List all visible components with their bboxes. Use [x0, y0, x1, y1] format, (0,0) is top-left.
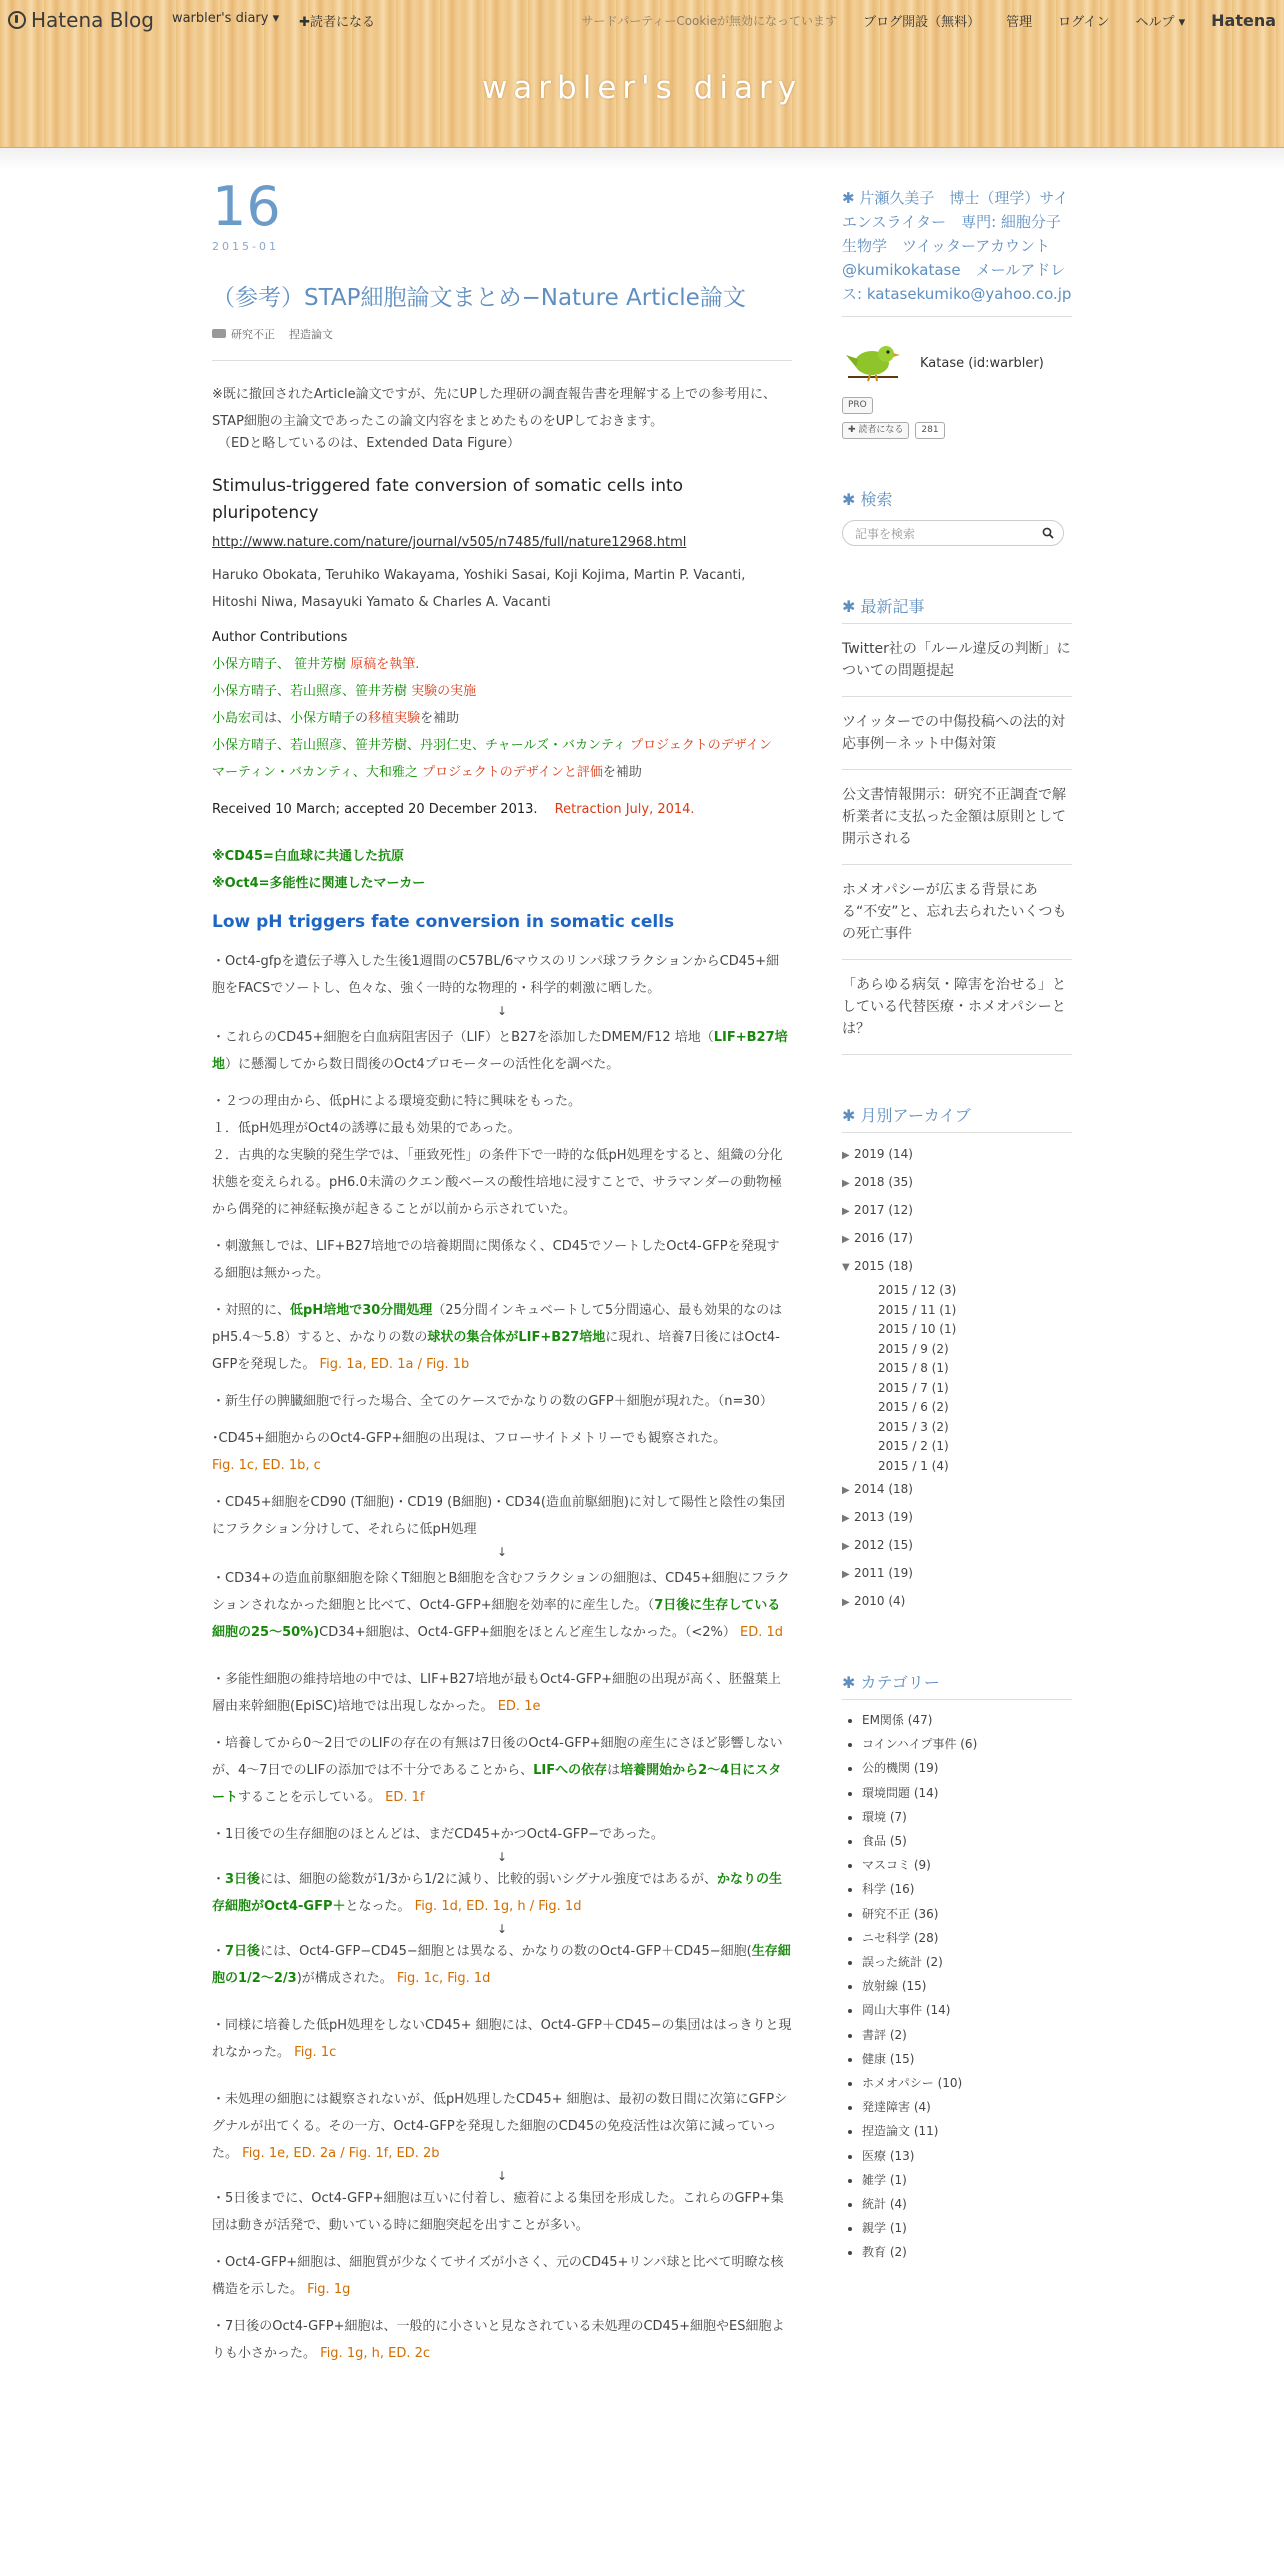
expand-triangle-icon[interactable]: ▶	[842, 1569, 850, 1580]
archive-list	[842, 1141, 1072, 1616]
archive-year	[842, 1560, 1072, 1588]
archive-year	[842, 1169, 1072, 1197]
contrib-line	[212, 759, 792, 786]
down-arrow: ↓	[496, 1004, 508, 1018]
figure-ref: ED. 1f	[385, 1790, 425, 1805]
category-link[interactable]: • 放射線 (15)	[862, 1974, 1072, 1998]
bullet-text	[212, 1938, 792, 1992]
logo-text: Hatena Blog	[31, 8, 154, 32]
archive-month-link[interactable]: 2015 / 9 (2)	[878, 1341, 949, 1356]
text: は	[607, 1763, 621, 1778]
search-icon[interactable]	[1042, 527, 1054, 539]
global-header	[0, 0, 1284, 40]
collapse-triangle-icon[interactable]: ▼	[842, 1262, 850, 1273]
text-emph: 7日後に生存している細胞の25〜50%)	[212, 1598, 781, 1640]
category-link[interactable]: • 健康 (15)	[862, 2047, 1072, 2071]
text: )が構成された。	[296, 1971, 393, 1986]
category-link[interactable]: • 岡山大事件 (14)	[862, 1998, 1072, 2022]
bullet-text: ・Oct4-gfpを遺伝子導入した生後1週間のC57BL/6マウスのリンパ球フラクションからCD45+細胞をFACSでソートし、色々な、強く一時的な物理的・科学的刺激に晒した。	[212, 954, 780, 996]
note-oct4: ※Oct4=多能性に関連したマーカー	[212, 876, 426, 891]
bullet-text	[212, 2249, 792, 2303]
category-link[interactable]: • 環境問題 (14)	[862, 1781, 1072, 1805]
search-input[interactable]	[842, 520, 1064, 546]
recent-list	[842, 624, 1072, 1055]
entry-title[interactable]: （参考）STAP細胞論文まとめ−Nature Article論文	[212, 285, 746, 311]
archive-month-link[interactable]: 2015 / 7 (1)	[878, 1380, 949, 1395]
text: ・7日後のOct4-GFP+細胞は、一般的に小さいと見なされている未処理のCD45+細胞やES細胞よりも小さかった。	[212, 2319, 785, 2361]
bullet-text	[212, 1866, 792, 1920]
category-link[interactable]: • 科学 (16)	[862, 1877, 1072, 1901]
blog-title[interactable]: warbler's diary	[481, 70, 803, 106]
category-link[interactable]: • ニセ科学 (28)	[862, 1926, 1072, 1950]
expand-triangle-icon[interactable]: ▶	[842, 1206, 850, 1217]
category-link[interactable]: 捏造論文	[289, 328, 333, 341]
contrib-text: を補助	[602, 765, 642, 780]
profile-name[interactable]: Katase (id:warbler)	[920, 355, 1044, 371]
category-tag-icon	[212, 329, 226, 338]
contrib-heading: Author Contributions	[212, 630, 348, 645]
archive-year-link[interactable]: 2016 (17)	[854, 1231, 913, 1245]
category-link[interactable]: 研究不正	[231, 328, 275, 341]
article-link[interactable]: http://www.nature.com/nature/journal/v505/n7485/full/nature12968.html	[212, 535, 687, 550]
text: ・CD34+の造血前駆細胞を除くT細胞とB細胞を含むフラクションの細胞は、CD45+細胞にフラクションされなかった細胞と比べて、Oct4-GFP+細胞を効率的に産生した。（	[212, 1571, 790, 1613]
figure-ref: Fig. 1g, h, ED. 2c	[320, 2346, 431, 2361]
text: ）に懸濁してから数日間後のOct4プロモーターの活性化を調べた。	[225, 1057, 620, 1072]
bullet-text: ・5日後までに、Oct4-GFP+細胞は互いに付着し、癒着による集団を形成した。これらのGFP+集団は動きが活発で、動いている時に細胞突起を出すことが多い。	[212, 2191, 784, 2233]
expand-triangle-icon[interactable]: ▶	[842, 1597, 850, 1608]
down-arrow: ↓	[496, 1545, 508, 1559]
received-date: Received 10 March; accepted 20 December 2013.	[212, 802, 538, 817]
text: ・Oct4-GFP+細胞は、細胞質が少なくてサイズが小さく、元のCD45+リンパ球と比べて明瞭な核構造を示した。	[212, 2255, 784, 2297]
contrib-role: 原稿を執筆.	[350, 657, 420, 672]
text-emph: 7日後	[225, 1944, 261, 1959]
archive-year	[842, 1253, 1072, 1281]
text: ・多能性細胞の維持培地の中では、LIF+B27培地が最もOct4-GFP+細胞の出現が高く、胚盤葉上層由来幹細胞(EpiSC)培地では出現しなかった。	[212, 1672, 781, 1714]
text: ・対照的に、	[212, 1303, 291, 1318]
contrib-role: 実験の実施	[411, 684, 477, 699]
bullet-text	[212, 1730, 792, 1811]
text: ・同様に培養した低pH処理をしないCD45+ 細胞には、Oct4-GFP＋CD45−の集団ははっきりと現れなかった。	[212, 2018, 792, 2060]
text: ・培養してから0〜2日でのLIFの存在の有無は7日後のOct4-GFP+細胞の産生にさほど影響しないが、4〜7日でのLIFの添加では不十分であることから、	[212, 1736, 783, 1778]
bullet-text	[212, 2086, 792, 2167]
recent-entry-link[interactable]: ホメオパシーが広まる背景にある“不安”と、忘れ去られたいくつもの死亡事件	[842, 865, 1072, 960]
category-link[interactable]: • ホメオパシー (10)	[862, 2071, 1072, 2095]
cookie-notice[interactable]: サードパーティーCookieが無効になっています	[581, 13, 838, 28]
archive-year-link[interactable]: 2015 (18)	[854, 1259, 913, 1273]
figure-ref: ED. 1e	[497, 1699, 541, 1714]
category-link[interactable]: • 誤った統計 (2)	[862, 1950, 1072, 1974]
entry-day[interactable]: 16	[212, 175, 281, 238]
article-title: Stimulus-triggered fate conversion of somatic cells into pluripotency	[212, 476, 684, 523]
category-link[interactable]: • 発達障害 (4)	[862, 2095, 1072, 2119]
bullet-text: ・1日後での生存細胞のほとんどは、まだCD45+かつOct4-GFP−であった。	[212, 1827, 664, 1842]
search-placeholder: 記事を検索	[855, 527, 916, 541]
open-blog-link[interactable]: ブログ開設（無料）	[863, 14, 981, 30]
bullet-text	[212, 1297, 792, 1378]
contrib-line	[212, 651, 792, 678]
text: ・	[212, 1872, 226, 1887]
bullet-text: ２．古典的な実験的発生学では、「亜致死性」の条件下で一時的な低pH処理をすると、組織の分化状態を変えられる。pH6.0未満のクエン酸ベースの酸性培地に浸すことで、サラマンダーの動物極から偶発的に神経転換が起きることが以前から示されていた。	[212, 1148, 783, 1217]
bullet-text: １．低pH処理がOct4の誘導に最も効果的であった。	[212, 1121, 521, 1136]
hatena-logo-icon	[8, 11, 26, 29]
retraction-date: Retraction July, 2014.	[554, 802, 695, 817]
contrib-line	[212, 705, 792, 732]
archive-year	[842, 1532, 1072, 1560]
subscribe-button[interactable]: ✚ 読者になる	[842, 422, 909, 439]
archive-year-link[interactable]: 2013 (19)	[854, 1510, 913, 1524]
contrib-names: 小保方晴子、若山照彦、笹井芳樹、丹羽仁史、チャールズ・バカンティ	[212, 738, 631, 753]
category-link[interactable]: • 環境 (7)	[862, 1805, 1072, 1829]
archive-month-link[interactable]: 2015 / 8 (1)	[878, 1361, 949, 1375]
recent-entry-link[interactable]: 「あらゆる病気・障害を治せる」としている代替医療・ホメオパシーとは？	[842, 960, 1072, 1055]
archive-year	[842, 1588, 1072, 1616]
archive-year-link[interactable]: 2014 (18)	[854, 1482, 913, 1496]
section-heading: Low pH triggers fate conversion in somatic cells	[212, 912, 675, 932]
entry	[212, 175, 792, 2367]
bullet-text	[212, 2313, 792, 2367]
category-link[interactable]: • コインハイプ事件 (6)	[862, 1732, 1072, 1756]
search-heading: ✱ 検索	[842, 487, 1072, 516]
figure-ref: Fig. 1c, Fig. 1d	[396, 1971, 491, 1986]
category-link[interactable]: • 統計 (4)	[862, 2192, 1072, 2216]
intro-text: ※既に撤回されたArticle論文ですが、先にUPした理研の調査報告書を理解する上での参考用に、STAP細胞の主論文であったこの論文内容をまとめたものをUPしておきます。	[212, 387, 776, 429]
contrib-text: は、	[264, 711, 291, 726]
figure-ref: Fig. 1c	[294, 2045, 337, 2060]
intro-note: （EDと略しているのは、Extended Data Figure）	[218, 436, 520, 451]
archive-year-link[interactable]: 2019 (14)	[854, 1147, 913, 1161]
reader-count: 281	[915, 422, 944, 439]
profile-card	[842, 337, 1072, 389]
archive-year-link[interactable]: 2017 (12)	[854, 1203, 913, 1217]
text-emph: 球状の集合体がLIF+B27培地	[427, 1330, 606, 1345]
article-authors: Haruko Obokata, Teruhiko Wakayama, Yoshiki Sasai, Koji Kojima, Martin P. Vacanti, Hitoshi Niwa, Masayuki Yamato & Charles A. Vacanti	[212, 568, 746, 610]
text: （25分間インキュベートして5分間遠心、最も効果的なのはpH5.4〜5.8）すると、かなりの数の	[212, 1303, 783, 1345]
entry-categories	[212, 326, 792, 361]
figure-ref: Fig. 1d, ED. 1g, h / Fig. 1d	[414, 1899, 582, 1914]
archive-month-link[interactable]: 2015 / 11 (1)	[878, 1302, 957, 1317]
subscribe-link[interactable]: ✚読者になる	[299, 14, 376, 30]
archive-month-link[interactable]: 2015 / 3 (2)	[878, 1419, 949, 1434]
blog-menu-link[interactable]: warbler's diary ▾	[171, 10, 280, 26]
contrib-text: を補助	[420, 711, 460, 726]
header-shadow	[0, 148, 1284, 170]
contrib-line	[212, 732, 792, 759]
down-arrow: ↓	[496, 1850, 508, 1864]
bullet-text	[212, 1565, 792, 1646]
bird-avatar-icon[interactable]	[842, 337, 904, 389]
archive-year	[842, 1504, 1072, 1532]
category-link[interactable]: • 捏造論文 (11)	[862, 2119, 1072, 2143]
contrib-text: の	[355, 711, 369, 726]
recent-entry-link[interactable]: ツイッターでの中傷投稿への法的対応事例－ネット中傷対策	[842, 697, 1072, 770]
text-emph: 生存細胞の1/2〜2/3	[212, 1944, 791, 1986]
contrib-names: マーティン・バカンティ、大和雅之	[212, 765, 423, 780]
category-link[interactable]: • 医療 (13)	[862, 2144, 1072, 2168]
recent-heading: ✱ 最新記事	[842, 594, 1072, 624]
hatena-blog-logo[interactable]	[8, 8, 154, 32]
category-heading: ✱ カテゴリー	[842, 1670, 1072, 1700]
category-link[interactable]: • 雑学 (1)	[862, 2168, 1072, 2192]
profile-description[interactable]: ✱ 片瀬久美子 博士（理学）サイエンスライター 専門: 細胞分子生物学 ツイッターアカウント @kumikokatase メールアドレス: katasekumiko@yahoo.co.jp	[842, 186, 1072, 317]
text: ・未処理の細胞には観察されないが、低pH処理したCD45+ 細胞は、最初の数日間に次第にGFPシグナルが出てくる。その一方、Oct4-GFPを発現した細胞のCD45の免疫活性は次第に減っていった。	[212, 2092, 788, 2161]
recent-entry-link[interactable]: 公文書情報開示：研究不正調査で解析業者に支払った金額は原則として開示される	[842, 770, 1072, 865]
archive-year	[842, 1197, 1072, 1225]
expand-triangle-icon[interactable]: ▶	[842, 1485, 850, 1496]
sidebar	[842, 186, 1072, 2265]
archive-year-link[interactable]: 2010 (4)	[854, 1594, 906, 1608]
text-emph: かなりの生存細胞がOct4-GFP＋	[212, 1872, 783, 1914]
archive-year	[842, 1141, 1072, 1169]
archive-year	[842, 1225, 1072, 1253]
category-link[interactable]: • 研究不正 (36)	[862, 1902, 1072, 1926]
help-menu[interactable]: ヘルプ ▾	[1135, 14, 1186, 30]
down-arrow: ↓	[496, 2169, 508, 2183]
figure-ref: Fig. 1e, ED. 2a / Fig. 1f, ED. 2b	[242, 2146, 440, 2161]
archive-heading: ✱ 月別アーカイブ	[842, 1103, 1072, 1133]
entry-content	[212, 381, 792, 2367]
bullet-text	[212, 1024, 792, 1078]
contrib-names: 小保方晴子、 笹井芳樹	[212, 657, 351, 672]
archive-month-link[interactable]: 2015 / 10 (1)	[878, 1322, 957, 1336]
manage-link[interactable]: 管理	[1006, 14, 1033, 30]
bullet-text	[212, 1425, 792, 1479]
expand-triangle-icon[interactable]: ▶	[842, 1150, 850, 1161]
category-link[interactable]: • 公的機関 (19)	[862, 1756, 1072, 1780]
archive-month-link[interactable]: 2015 / 12 (3)	[878, 1283, 957, 1297]
contrib-names: 小保方晴子	[290, 711, 356, 726]
down-arrow: ↓	[496, 1922, 508, 1936]
archive-year-link[interactable]: 2018 (35)	[854, 1175, 913, 1189]
text-emph: LIF+B27培地	[212, 1030, 788, 1072]
expand-triangle-icon[interactable]: ▶	[842, 1513, 850, 1524]
text: に現れ、培養7日後にはOct4-GFPを発現した。	[212, 1330, 780, 1372]
text: することを示している。	[238, 1790, 382, 1805]
archive-year-link[interactable]: 2011 (19)	[854, 1566, 913, 1580]
bullet-text: ・新生仔の脾臓細胞で行った場合、全てのケースでかなりの数のGFP＋細胞が現れた。（n=30）	[212, 1394, 773, 1409]
text: ・これらのCD45+細胞を白血病阻害因子（LIF）とB27を添加したDMEM/F12 培地（	[212, 1030, 714, 1045]
bullet-text	[212, 1666, 792, 1720]
category-link[interactable]: • 食品 (5)	[862, 1829, 1072, 1853]
category-link[interactable]: • 教育 (2)	[862, 2240, 1072, 2264]
note-cd45: ※CD45=白血球に共通した抗原	[212, 849, 404, 864]
text: には、細胞の総数が1/3から1/2に減り、比較的弱いシグナル強度ではあるが、	[260, 1872, 717, 1887]
archive-year	[842, 1476, 1072, 1504]
hatena-brand-link[interactable]: Hatena	[1211, 10, 1276, 30]
login-link[interactable]: ログイン	[1058, 14, 1110, 30]
pro-badge: PRO	[842, 397, 873, 414]
category-link[interactable]: • EM関係 (47)	[862, 1708, 1072, 1732]
text: となった。	[345, 1899, 411, 1914]
category-link[interactable]: • 書評 (2)	[862, 2023, 1072, 2047]
figure-ref: Fig. 1a, ED. 1a / Fig. 1b	[319, 1357, 470, 1372]
contrib-role: 移植実験	[368, 711, 421, 726]
category-list	[842, 1708, 1072, 2265]
contrib-names: 小保方晴子、若山照彦、笹井芳樹	[212, 684, 412, 699]
category-link[interactable]: • 親学 (1)	[862, 2216, 1072, 2240]
bullet-text: ・刺激無しでは、LIF+B27培地での培養期間に関係なく、CD45でソートしたOct4-GFPを発現する細胞は無かった。	[212, 1239, 780, 1281]
contrib-names: 小島宏司	[212, 711, 265, 726]
contrib-role: プロジェクトのデザインと評価	[422, 765, 603, 780]
bullet-text: ・２つの理由から、低pHによる環境変動に特に興味をもった。	[212, 1094, 582, 1109]
bullet-text	[212, 2012, 792, 2066]
text: ・	[212, 1944, 226, 1959]
entry-month: 2015-01	[212, 240, 279, 253]
archive-year-link[interactable]: 2012 (15)	[854, 1538, 913, 1552]
expand-triangle-icon[interactable]: ▶	[842, 1178, 850, 1189]
figure-ref: ED. 1d	[740, 1625, 784, 1640]
archive-month-link[interactable]: 2015 / 1 (4)	[878, 1458, 949, 1473]
category-link[interactable]: • マスコミ (9)	[862, 1853, 1072, 1877]
figure-ref: Fig. 1c, ED. 1b, c	[212, 1458, 321, 1473]
bullet-text: ・CD45+細胞をCD90 (T細胞)・CD19 (B細胞)・CD34(造血前駆細胞)に対して陽性と陰性の集団にフラクション分けして、それらに低pH処理	[212, 1495, 785, 1537]
expand-triangle-icon[interactable]: ▶	[842, 1234, 850, 1245]
recent-entry-link[interactable]: Twitter社の「ルール違反の判断」についての問題提起	[842, 624, 1072, 697]
text-emph: 3日後	[225, 1872, 261, 1887]
expand-triangle-icon[interactable]: ▶	[842, 1541, 850, 1552]
figure-ref: Fig. 1g	[307, 2282, 351, 2297]
received-line	[212, 796, 792, 823]
contrib-line	[212, 678, 792, 705]
archive-month-link[interactable]: 2015 / 2 (1)	[878, 1439, 949, 1453]
text: CD34+細胞は、Oct4-GFP+細胞をほとんど産生しなかった。（<2%）	[319, 1625, 736, 1640]
text: には、Oct4-GFP−CD45−細胞とは異なる、かなりの数のOct4-GFP＋CD45−細胞(	[260, 1944, 752, 1959]
text-emph: 低pH培地で30分間処理	[290, 1303, 433, 1318]
archive-month-link[interactable]: 2015 / 6 (2)	[878, 1400, 949, 1414]
text: ･CD45+細胞からのOct4-GFP+細胞の出現は、フローサイトメトリーでも観察された。	[212, 1431, 727, 1446]
text-emph: LIFへの依存	[533, 1763, 608, 1778]
contrib-role: プロジェクトのデザイン	[630, 738, 772, 753]
text-emph: 培養開始から2〜4日にスタート	[212, 1763, 782, 1805]
